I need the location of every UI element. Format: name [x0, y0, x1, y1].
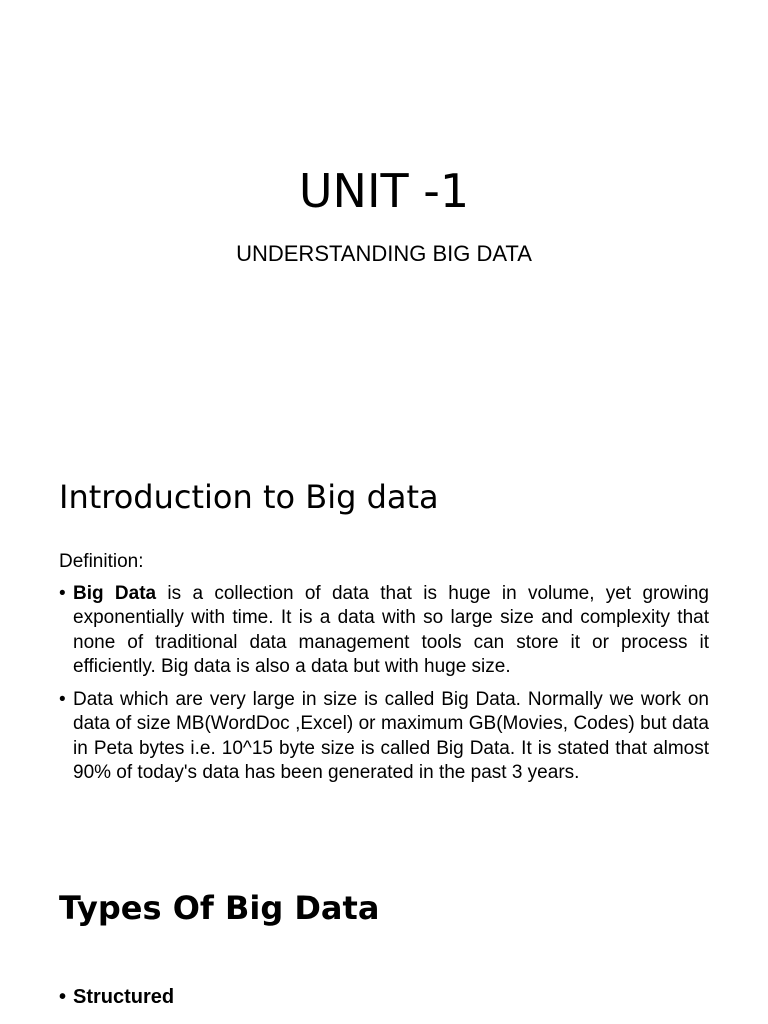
- slide-title: UNIT -1: [298, 164, 470, 218]
- bullet-icon: •: [59, 986, 67, 1008]
- bullet-icon: •: [59, 583, 66, 604]
- intro-heading: Introduction to Big data: [59, 478, 439, 516]
- intro-bullet-list: [59, 582, 709, 794]
- bullet-icon: •: [59, 689, 66, 711]
- intro-bullet-item: [59, 582, 709, 679]
- slide-subtitle: UNDERSTANDING BIG DATA: [236, 241, 532, 266]
- bullet-bold-lead: Big Data: [73, 583, 157, 604]
- bullet-text: is a collection of data that is huge in volume, yet growing exponentially with time. It is a data with so large size and complexity that none of traditional data management tools can store it or process it efficiently. Big data is also a data but with huge size.: [73, 583, 709, 677]
- definition-label: Definition:: [59, 551, 144, 572]
- intro-bullet-item: [59, 688, 709, 785]
- type-label: Structured: [73, 986, 175, 1008]
- types-bullet-item: [59, 985, 709, 1009]
- types-heading: Types Of Big Data: [59, 889, 380, 927]
- bullet-text: Data which are very large in size is called Big Data. Normally we work on data of size MB(WordDoc ,Excel) or maximum GB(Movies, Codes) but data in Peta bytes i.e. 10^15 byte size is called Big Data. It is stated that almost 90% of today's data has been generated in the past 3 years.: [73, 689, 709, 784]
- types-bullet-list: [59, 985, 709, 1018]
